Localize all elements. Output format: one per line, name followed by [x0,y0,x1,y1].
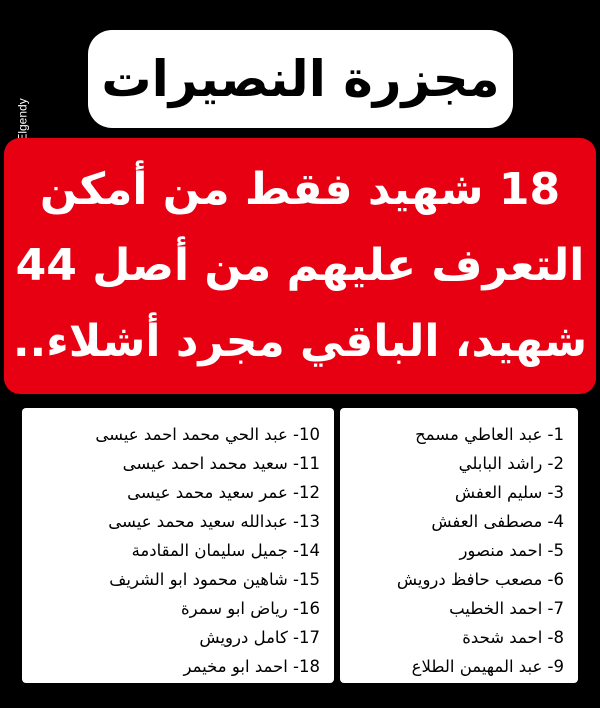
list-item: 1- عبد العاطي مسمح [415,425,564,444]
list-item: 18- احمد ابو مخيمر [183,657,320,676]
names-list-left [30,420,320,681]
headline-box [4,138,596,394]
list-item: 4- مصطفى العفش [431,512,564,531]
list-item: 7- احمد الخطيب [449,599,564,618]
list-item: 10- عبد الحي محمد احمد عيسى [95,425,320,444]
list-item: 13- عبدالله سعيد محمد عيسى [108,512,320,531]
names-list-box-right [340,408,578,683]
list-item: 9- عبد المهيمن الطلاع [411,657,564,676]
list-item: 5- احمد منصور [459,541,564,560]
list-item: 3- سليم العفش [454,483,564,502]
list-item: 17- كامل درويش [199,628,320,647]
list-item: 16- رياض ابو سمرة [180,599,320,618]
list-item: 8- احمد شحدة [462,628,564,647]
page-title: مجزرة النصيرات [101,50,500,108]
names-list-box-left [22,408,334,683]
list-item: 2- راشد البابلي [458,454,564,473]
headline-line-3: شهيد، الباقي مجرد أشلاء.. [12,316,588,367]
list-item: 15- شاهين محمود ابو الشريف [109,570,320,589]
headline-line-1: 18 شهيد فقط من أمكن [39,164,561,215]
title-box [88,30,513,128]
list-item: 12- عمر سعيد محمد عيسى [127,483,320,502]
names-list-right [348,420,564,681]
headline-line-2: التعرف عليهم من أصل 44 [15,240,585,291]
list-item: 14- جميل سليمان المقادمة [131,541,320,560]
list-item: 6- مصعب حافظ درويش [396,570,564,589]
list-item: 11- سعيد محمد احمد عيسى [122,454,320,473]
